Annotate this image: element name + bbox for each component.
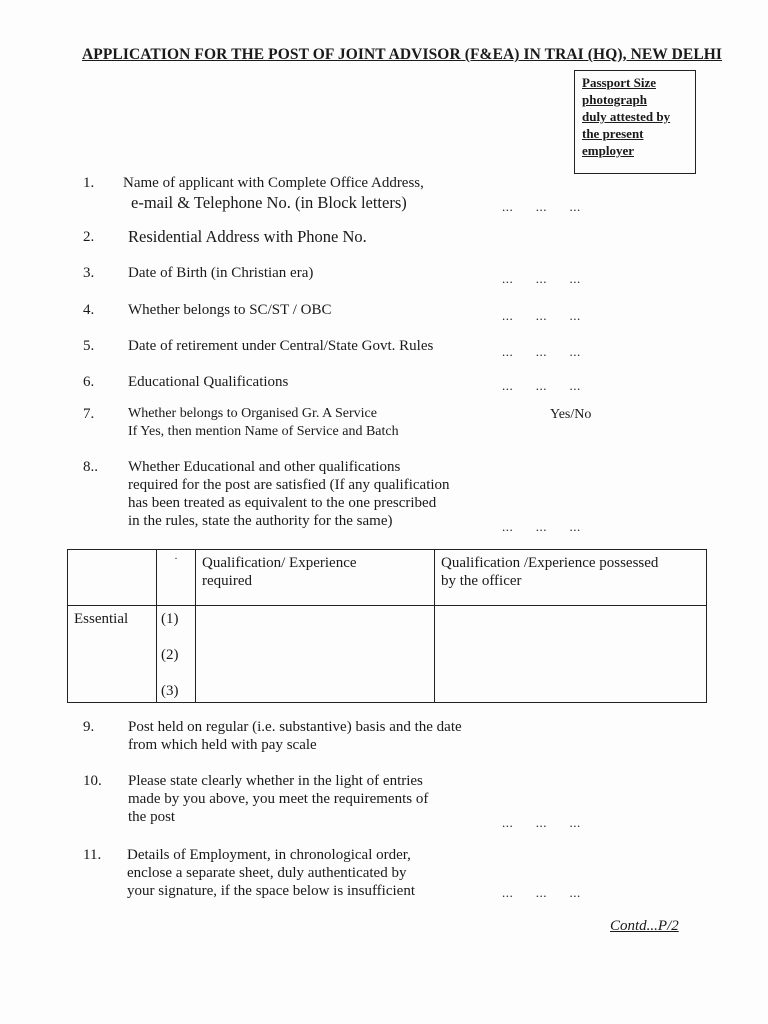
item-line: Whether Educational and other qualifications (128, 459, 401, 475)
item-text (128, 301, 331, 319)
table-row (68, 606, 707, 703)
item-line: the post (128, 809, 176, 825)
item-number: 8.. (83, 459, 98, 475)
possessed-answer-cell[interactable] (435, 606, 707, 703)
item-number: 11. (83, 847, 102, 863)
answer-dots: ... ... ... (502, 519, 581, 534)
item-text (127, 846, 415, 900)
item-line: Date of retirement under Central/State Govt. Rules (128, 338, 434, 354)
item-number: 1. (83, 175, 95, 191)
table-header-row (68, 550, 707, 606)
item-line: enclose a separate sheet, duly authenticated by (127, 865, 407, 881)
item-number: 6. (83, 374, 95, 390)
item-number: 4. (83, 302, 95, 318)
answer-dots: ... ... ... (502, 885, 581, 900)
item-text (128, 718, 462, 754)
item-line: e-mail & Telephone No. (in Block letters) (131, 193, 407, 212)
answer-dots: ... ... ... (502, 271, 581, 286)
table-header-required (196, 550, 435, 606)
item-line: made by you above, you meet the requirements of (128, 791, 429, 807)
item-line: has been treated as equivalent to the one prescribed (128, 495, 437, 511)
item-number: 9. (83, 719, 95, 735)
row-label-cell (68, 606, 157, 703)
item-line: Whether belongs to SC/ST / OBC (128, 302, 332, 318)
item-line: in the rules, state the authority for the same) (128, 513, 393, 529)
item-text (128, 405, 399, 441)
qualification-table (67, 549, 707, 703)
item-line: If Yes, then mention Name of Service and Batch (128, 424, 399, 439)
answer-dots: ... ... ... (502, 199, 581, 214)
header-line: Qualification/ Experience (202, 555, 357, 571)
photo-box-line: Passport Size (582, 75, 657, 90)
item-line: Please state clearly whether in the light of entries (128, 773, 423, 789)
form-title: APPLICATION FOR THE POST OF JOINT ADVISOR (F&EA) IN TRAI (HQ), NEW DELHI (82, 46, 723, 63)
item-line: Whether belongs to Organised Gr. A Service (128, 406, 377, 421)
photo-box-text (582, 74, 694, 159)
item-line: required for the post are satisfied (If any qualification (128, 477, 450, 493)
item-text (128, 458, 450, 530)
item-line: Educational Qualifications (128, 374, 289, 390)
item-text (128, 337, 433, 355)
item-number: 5. (83, 338, 95, 354)
header-line: by the officer (441, 573, 522, 589)
item-text (123, 174, 424, 212)
answer-dots: ... ... ... (502, 815, 581, 830)
item-line: from which held with pay scale (128, 737, 317, 753)
table-header-possessed (435, 550, 707, 606)
answer-dots: ... ... ... (502, 308, 581, 323)
sub-item: (3) (161, 683, 179, 699)
sub-items-cell (157, 606, 196, 703)
yes-no-answer: Yes/No (550, 407, 592, 422)
table-header-blank (68, 550, 157, 606)
required-answer-cell[interactable] (196, 606, 435, 703)
item-text (128, 264, 313, 282)
photo-box-line: the present (582, 126, 644, 141)
item-text (128, 373, 288, 391)
item-number: 10. (83, 773, 102, 789)
sub-item: (1) (161, 611, 179, 627)
header-line: required (202, 573, 252, 589)
row-label: Essential (74, 611, 129, 627)
item-line: Date of Birth (in Christian era) (128, 265, 314, 281)
photo-box-line: employer (582, 143, 634, 158)
item-text (128, 772, 428, 826)
item-line: Residential Address with Phone No. (128, 227, 367, 246)
photo-box-line: duly attested by (582, 109, 671, 124)
item-line: Post held on regular (i.e. substantive) basis and the date (128, 719, 462, 735)
photo-box-line: photograph (582, 92, 648, 107)
answer-dots: ... ... ... (502, 344, 581, 359)
item-line: Name of applicant with Complete Office Address, (123, 175, 424, 191)
sub-item: (2) (161, 647, 179, 663)
item-number: 3. (83, 265, 95, 281)
item-text (128, 228, 367, 246)
item-line: Details of Employment, in chronological order, (127, 847, 411, 863)
item-number: 2. (83, 229, 95, 245)
answer-dots: ... ... ... (502, 378, 581, 393)
blank-mark: . (174, 550, 178, 562)
item-number: 7. (83, 406, 95, 422)
continued-note: Contd...P/2 (610, 918, 679, 934)
passport-photo-box (574, 70, 696, 174)
item-line: your signature, if the space below is insufficient (127, 883, 415, 899)
header-line: Qualification /Experience possessed (441, 555, 659, 571)
table-header-blank-mark (157, 550, 196, 606)
